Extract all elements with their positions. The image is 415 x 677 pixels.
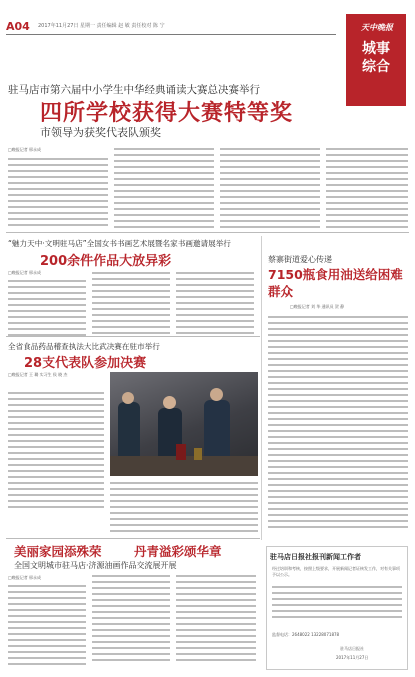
lead-subhead: 市领导为获奖代表队颁奖: [40, 126, 161, 139]
story4-kicker: 全省食品药品稽查执法大比武决赛在驻市举行: [8, 342, 160, 351]
story3-kicker: 蔡寨街道爱心传递: [268, 255, 332, 264]
story5-headline-left: 美丽家园添殊荣: [14, 544, 102, 559]
story5-body-col3: [176, 575, 256, 665]
header-meta: 2017年11月27日 星期一 责任编辑 赵 敏 责任校对 陈 宁: [38, 23, 165, 29]
header-rule: [6, 34, 336, 35]
story2-body-col2: [92, 272, 170, 338]
notice-phone: 监督电话：2648022 13228071878: [272, 632, 340, 637]
story3-headline: 7150瓶食用油送给困难群众: [268, 267, 403, 299]
story5-subhead: 全国文明城市驻马店·济源油画作品交流展开展: [14, 561, 177, 570]
story4-photo: [110, 372, 258, 476]
story2-body-col3: [176, 272, 254, 338]
story5-body-col2: [92, 575, 170, 665]
lead-kicker: 驻马店市第六届中小学生中华经典诵读大赛总决赛举行: [8, 84, 260, 96]
story2-byline: □晚报记者 邢永成: [8, 270, 42, 275]
story4-byline: □晚报记者 王 璐 实习生 侯 晓 杰: [8, 372, 68, 377]
notice-title: 驻马店日报社报刊新闻工作者: [270, 553, 361, 561]
column-divider: [261, 236, 262, 540]
story2-kicker: “魅力天中·文明驻马店”全国女书书画艺术展暨名家书画邀请展举行: [8, 239, 231, 248]
story5-byline: □晚报记者 邢永成: [8, 575, 42, 580]
notice-body: 经过培训和考核，按照上级要求，开展新闻记者证核发工作，对有关事项予以公示。: [272, 566, 400, 577]
section-name: 城事综合: [362, 41, 390, 75]
story2-headline: 200余件作品大放异彩: [40, 254, 172, 269]
story3-body: [268, 316, 408, 532]
notice-signature: 驻马店日报社: [340, 646, 364, 651]
story5-body-col1: [8, 585, 86, 669]
lead-body-col2: [114, 148, 214, 232]
story4-top-rule: [6, 336, 260, 337]
story4-body-under-photo: [110, 482, 258, 536]
notice-date: 2017年11月27日: [336, 655, 369, 660]
masthead-brand: 天中晚报: [361, 23, 393, 32]
story3-byline: □晚报记者 刘 华 通讯员 贺 静: [290, 304, 345, 309]
story2-body-col1: [8, 280, 86, 340]
story4-headline: 28支代表队参加决赛: [24, 356, 147, 371]
story5-headline-right: 丹青溢彩颂华章: [134, 544, 222, 559]
lead-body-col4: [326, 148, 408, 232]
story5-top-rule: [6, 538, 260, 539]
lead-headline: 四所学校获得大赛特等奖: [40, 101, 294, 126]
lead-body-col3: [220, 148, 320, 232]
notice-body-lines: [272, 586, 402, 622]
story4-body-left: [8, 392, 104, 512]
page-number: A04: [6, 20, 30, 33]
lead-byline: □晚报记者 邢永成: [8, 147, 42, 152]
lead-body-col1: [8, 158, 108, 230]
section-divider: [6, 232, 409, 233]
